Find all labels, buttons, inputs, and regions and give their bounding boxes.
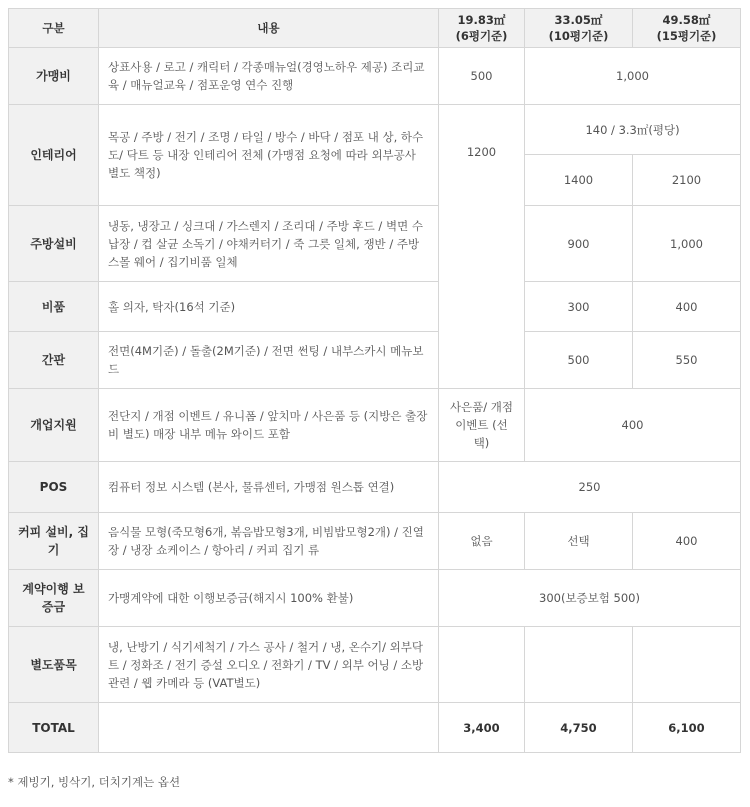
row-content-franchise: 상표사용 / 로고 / 캐릭터 / 각종매뉴얼(경영노하우 제공) 조리교육 / 매뉴얼교육 / 점포운영 연수 진행 (99, 48, 439, 105)
interior-10pyeong: 1400 (525, 155, 633, 206)
row-label-kitchen: 주방설비 (9, 206, 99, 282)
cost-table (8, 8, 741, 753)
table-row-coffee (9, 513, 741, 570)
separate-15pyeong (633, 627, 741, 703)
row-label-supplies: 비품 (9, 282, 99, 332)
header-10pyeong (525, 9, 633, 48)
row-label-deposit: 계약이행 보증금 (9, 570, 99, 627)
row-content-deposit: 가맹계약에 대한 이행보증금(해지시 100% 환불) (99, 570, 439, 627)
interior-6pyeong: 1200 (439, 105, 525, 389)
header-content: 내용 (99, 9, 439, 48)
table-row-supplies (9, 282, 741, 332)
header-15pyeong-size: (15평기준) (656, 29, 717, 43)
coffee-15pyeong: 400 (633, 513, 741, 570)
table-row-deposit (9, 570, 741, 627)
row-content-kitchen: 냉동, 냉장고 / 싱크대 / 가스렌지 / 조리대 / 주방 후드 / 벽면 수납장 / 컵 살균 소독기 / 야채커터기 / 죽 그릇 일체, 쟁반 / 주방 스몰 웨어 / 집기비품 일체 (99, 206, 439, 282)
header-10pyeong-area: 33.05㎡ (554, 13, 603, 27)
row-content-interior: 목공 / 주방 / 전기 / 조명 / 타일 / 방수 / 바닥 / 점포 내 상, 하수도/ 닥트 등 내장 인테리어 전체 (가맹점 요청에 따라 외부공사 별도 책정) (99, 105, 439, 206)
footnote: * 제빙기, 빙삭기, 더치기계는 옵션 (8, 775, 181, 789)
header-15pyeong (633, 9, 741, 48)
row-content-supplies: 홀 의자, 탁자(16석 기준) (99, 282, 439, 332)
header-6pyeong-area: 19.83㎡ (457, 13, 506, 27)
table-row-interior (9, 105, 741, 155)
supplies-10pyeong: 300 (525, 282, 633, 332)
opening-10-15pyeong: 400 (525, 389, 741, 462)
header-6pyeong-size: (6평기준) (455, 29, 508, 43)
row-label-signage: 간판 (9, 332, 99, 389)
header-6pyeong (439, 9, 525, 48)
total-10pyeong: 4,750 (525, 703, 633, 753)
interior-15pyeong: 2100 (633, 155, 741, 206)
table-header-row (9, 9, 741, 48)
signage-15pyeong: 550 (633, 332, 741, 389)
franchise-10-15pyeong: 1,000 (525, 48, 741, 105)
row-label-pos: POS (9, 462, 99, 513)
deposit-value: 300(보증보험 500) (439, 570, 741, 627)
row-content-coffee: 음식물 모형(죽모형6개, 볶음밥모형3개, 비빔밥모형2개) / 진열장 / 냉장 쇼케이스 / 항아리 / 커피 집기 류 (99, 513, 439, 570)
table-row-kitchen (9, 206, 741, 282)
header-10pyeong-size: (10평기준) (548, 29, 609, 43)
header-category: 구분 (9, 9, 99, 48)
row-content-opening: 전단지 / 개점 이벤트 / 유니폼 / 앞치마 / 사은품 등 (지방은 출장비 별도) 매장 내부 메뉴 와이드 포함 (99, 389, 439, 462)
signage-10pyeong: 500 (525, 332, 633, 389)
table-row-total (9, 703, 741, 753)
separate-6pyeong (439, 627, 525, 703)
row-label-interior: 인테리어 (9, 105, 99, 206)
pos-value: 250 (439, 462, 741, 513)
row-content-signage: 전면(4M기준) / 돌출(2M기준) / 전면 썬팅 / 내부스카시 메뉴보드 (99, 332, 439, 389)
total-15pyeong: 6,100 (633, 703, 741, 753)
row-content-pos: 컴퓨터 정보 시스템 (본사, 물류센터, 가맹점 원스톱 연결) (99, 462, 439, 513)
opening-6pyeong: 사은품/ 개점이벤트 (선택) (439, 389, 525, 462)
header-15pyeong-area: 49.58㎡ (662, 13, 711, 27)
table-row-signage (9, 332, 741, 389)
row-label-opening: 개업지원 (9, 389, 99, 462)
coffee-10pyeong: 선택 (525, 513, 633, 570)
coffee-6pyeong: 없음 (439, 513, 525, 570)
kitchen-15pyeong: 1,000 (633, 206, 741, 282)
interior-per-pyeong: 140 / 3.3㎡(평당) (525, 105, 741, 155)
table-row-opening (9, 389, 741, 462)
row-label-franchise: 가맹비 (9, 48, 99, 105)
row-content-separate: 냉, 난방기 / 식기세척기 / 가스 공사 / 철거 / 냉, 온수기/ 외부닥트 / 정화조 / 전기 증설 오디오 / 전화기 / TV / 외부 어닝 / 소방관련 / 웹 카메라 등 (VAT별도) (99, 627, 439, 703)
total-6pyeong: 3,400 (439, 703, 525, 753)
franchise-6pyeong: 500 (439, 48, 525, 105)
supplies-15pyeong: 400 (633, 282, 741, 332)
row-label-total: TOTAL (9, 703, 99, 753)
kitchen-10pyeong: 900 (525, 206, 633, 282)
table-row-separate (9, 627, 741, 703)
row-label-coffee: 커피 설비, 집기 (9, 513, 99, 570)
row-content-total (99, 703, 439, 753)
row-label-separate: 별도품목 (9, 627, 99, 703)
separate-10pyeong (525, 627, 633, 703)
table-row-pos (9, 462, 741, 513)
table-row-franchise (9, 48, 741, 105)
